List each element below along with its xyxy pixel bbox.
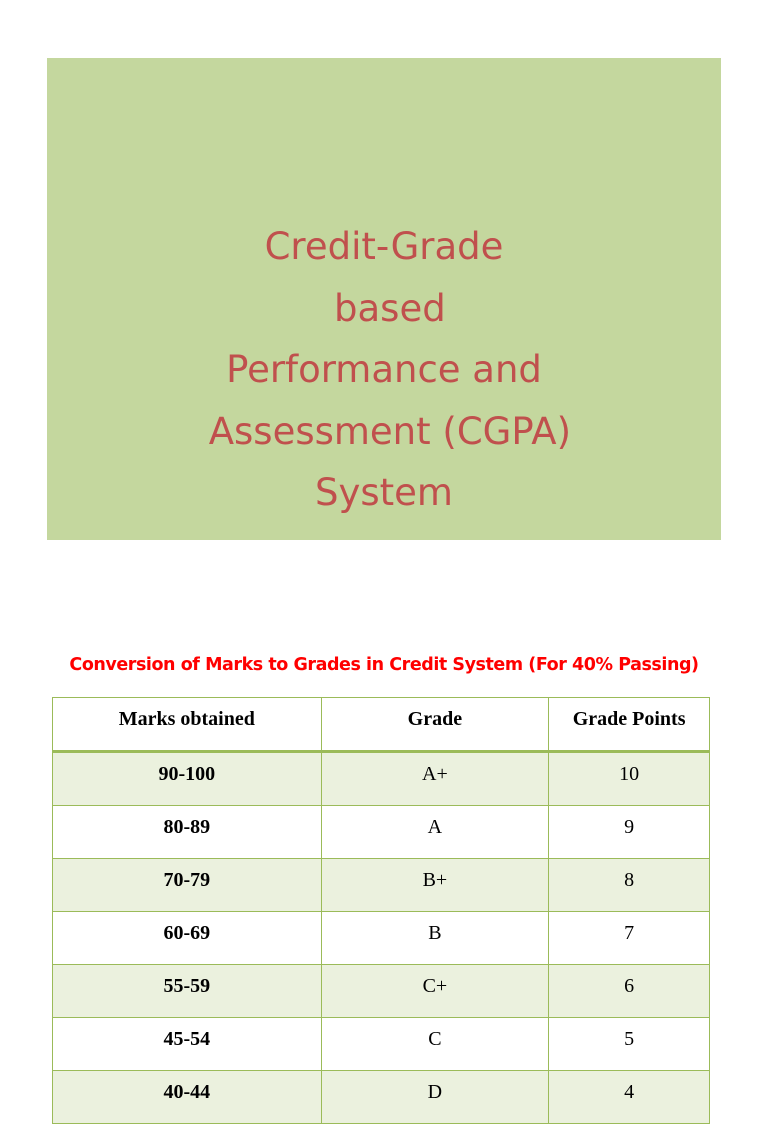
title-line-5: System (315, 471, 453, 514)
grade-points-cell: 7 (549, 912, 710, 965)
marks-cell: 70-79 (53, 859, 322, 912)
grade-cell: B (321, 912, 549, 965)
title-panel (47, 58, 721, 540)
marks-cell: 80-89 (53, 806, 322, 859)
header-grade: Grade (321, 698, 549, 752)
grade-points-cell: 6 (549, 965, 710, 1018)
marks-cell: 40-44 (53, 1071, 322, 1124)
grade-cell: C (321, 1018, 549, 1071)
table-header-row (53, 698, 710, 752)
table-row (53, 912, 710, 965)
grade-points-cell: 10 (549, 752, 710, 806)
table-row (53, 859, 710, 912)
marks-cell: 55-59 (53, 965, 322, 1018)
marks-cell: 60-69 (53, 912, 322, 965)
grade-points-cell: 8 (549, 859, 710, 912)
marks-cell: 90-100 (53, 752, 322, 806)
grade-points-cell: 5 (549, 1018, 710, 1071)
grade-cell: C+ (321, 965, 549, 1018)
grade-cell: A+ (321, 752, 549, 806)
title-line-2: based (322, 286, 446, 330)
table-heading: Conversion of Marks to Grades in Credit System (For 40% Passing) (69, 655, 699, 675)
marks-cell: 45-54 (53, 1018, 322, 1071)
table-row (53, 1018, 710, 1071)
grade-cell: A (321, 806, 549, 859)
header-grade-points: Grade Points (549, 698, 710, 752)
grade-cell: B+ (321, 859, 549, 912)
table-row (53, 965, 710, 1018)
grade-points-cell: 9 (549, 806, 710, 859)
header-marks-obtained: Marks obtained (53, 698, 322, 752)
page-title (47, 216, 721, 524)
title-line-4: Assessment (CGPA) (196, 409, 572, 453)
grade-conversion-table (52, 697, 710, 1124)
table-row (53, 1071, 710, 1124)
table-row (53, 752, 710, 806)
title-line-1: Credit-Grade (264, 225, 504, 268)
grade-points-cell: 4 (549, 1071, 710, 1124)
table-row (53, 806, 710, 859)
title-line-3: Performance and (226, 348, 542, 391)
grade-cell: D (321, 1071, 549, 1124)
